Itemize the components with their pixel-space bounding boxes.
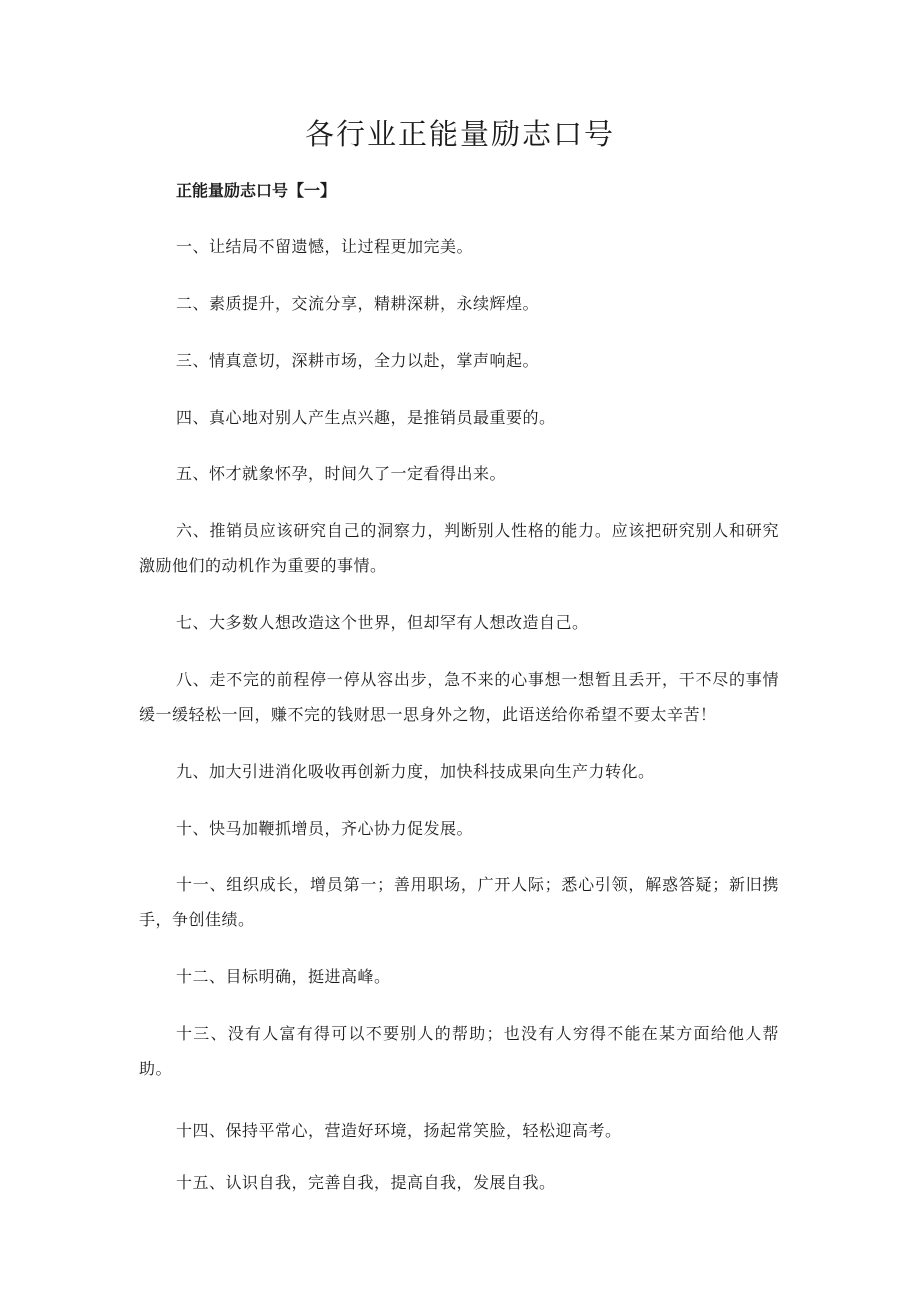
slogan-2: 二、素质提升，交流分享，精耕深耕，永续辉煌。 [176, 294, 540, 313]
slogan-12: 十二、目标明确，挺进高峰。 [176, 967, 391, 986]
slogan-4: 四、真心地对别人产生点兴趣，是推销员最重要的。 [176, 408, 556, 427]
slogan-14: 十四、保持平常心，营造好环境，扬起常笑脸，轻松迎高考。 [176, 1121, 622, 1140]
section-heading: 正能量励志口号【一】 [176, 181, 337, 200]
slogan-10: 十、快马加鞭抓增员，齐心协力促发展。 [176, 819, 474, 838]
slogan-3: 三、情真意切，深耕市场，全力以赴，掌声响起。 [176, 351, 540, 370]
slogan-1: 一、让结局不留遗憾，让过程更加完美。 [176, 237, 474, 256]
slogan-15: 十五、认识自我，完善自我，提高自我，发展自我。 [176, 1173, 556, 1192]
document-title: 各行业正能量励志口号 [304, 117, 615, 151]
slogan-13: 十三、没有人富有得可以不要别人的帮助；也没有人穷得不能在某方面给他人帮助。 [139, 1024, 779, 1078]
slogan-5: 五、怀才就象怀孕，时间久了一定看得出来。 [176, 464, 507, 483]
slogan-7: 七、大多数人想改造这个世界，但却罕有人想改造自己。 [176, 613, 589, 632]
slogan-9: 九、加大引进消化吸收再创新力度，加快科技成果向生产力转化。 [176, 762, 655, 781]
slogan-6: 六、推销员应该研究自己的洞察力，判断别人性格的能力。应该把研究别人和研究激励他们的动机作为重要的事情。 [139, 521, 779, 575]
slogan-8: 八、走不完的前程停一停从容出步，急不来的心事想一想暂且丢开，干不尽的事情缓一缓轻松一回，赚不完的钱财思一思身外之物，此语送给你希望不要太辛苦！ [139, 670, 779, 724]
slogan-11: 十一、组织成长，增员第一；善用职场，广开人际；悉心引领，解惑答疑；新旧携手，争创佳绩。 [139, 875, 779, 929]
